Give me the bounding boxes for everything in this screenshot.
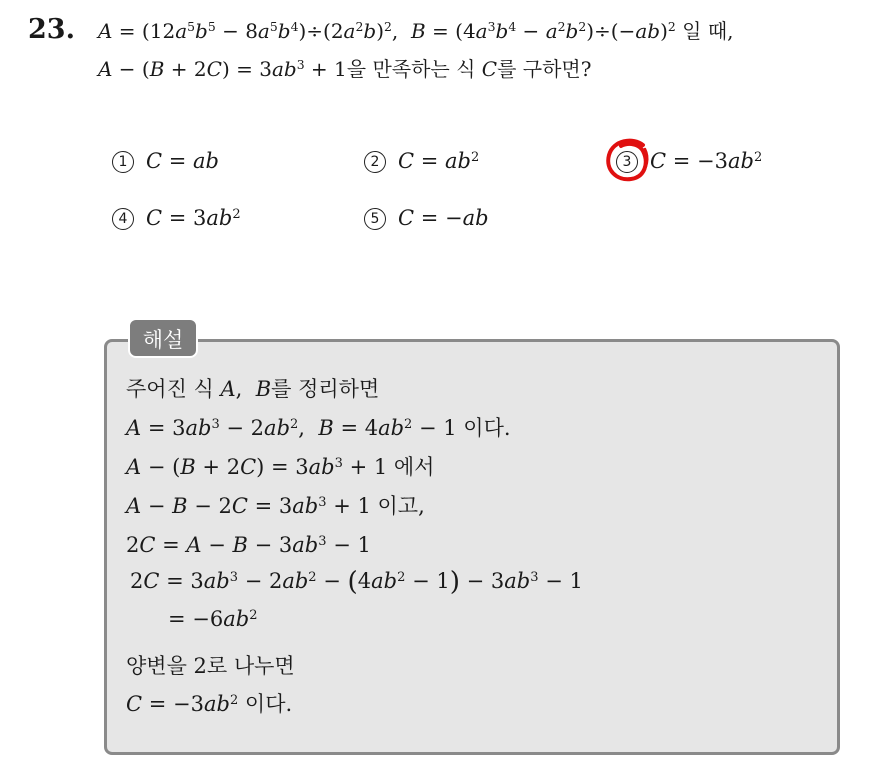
explanation-line-9: $C = -3ab^2$ 이다. [126,692,293,716]
choice-3[interactable]: 3 $C = -3ab^2$ [616,146,762,180]
question-line-1: $A = (12a^5b^5 - 8a^5b^4)\div(2a^2b)^2$, $B = (4a^3b^4 - a^2b^2)\div(-ab)^2$ 일 때, [98,19,734,43]
explanation-tag: 해설 [128,318,198,358]
question-line-2: $A - (B + 2C) = 3ab^3 + 1$을 만족하는 식 C를 구하면? [98,57,592,81]
choice-number-5: 5 [364,208,386,230]
explanation-line-1: 주어진 식 A, B를 정리하면 [126,377,380,401]
question-text: 을 만족하는 식 [346,57,476,81]
choice-number-3: 3 [616,151,638,173]
explanation-line-8: 양변을 2로 나누면 [126,654,295,678]
choice-4[interactable]: 4 $C = 3ab^2$ [112,203,241,237]
choice-5[interactable]: 5 C = −ab [364,203,489,233]
choice-number-1: 1 [112,151,134,173]
question-suffix: 일 때, [682,19,734,43]
explanation-line-4: $A - B - 2C = 3ab^3 + 1$ 이고, [126,494,425,518]
explanation-line-7: = $-6ab^2$ [168,607,258,631]
question-number: 23. [28,14,75,45]
choice-number-2: 2 [364,151,386,173]
explanation-line-2: $A = 3ab^3 - 2ab^2$, $B = 4ab^2 - 1$ 이다. [126,416,511,440]
explanation-line-3: $A - (B + 2C) = 3ab^3 + 1$ 에서 [126,455,435,479]
question-text-2: 를 구하면? [497,57,592,81]
choice-1[interactable]: 1 C = ab [112,146,219,176]
choice-number-4: 4 [112,208,134,230]
explanation-line-6: $2C = 3ab^3 - 2ab^2 - (4ab^2 - 1) - 3ab^3 - 1$ [130,567,583,597]
choice-2[interactable]: 2 $C = ab^2$ [364,146,479,180]
explanation-line-5: $2C = A - B - 3ab^3 - 1$ [126,533,371,557]
